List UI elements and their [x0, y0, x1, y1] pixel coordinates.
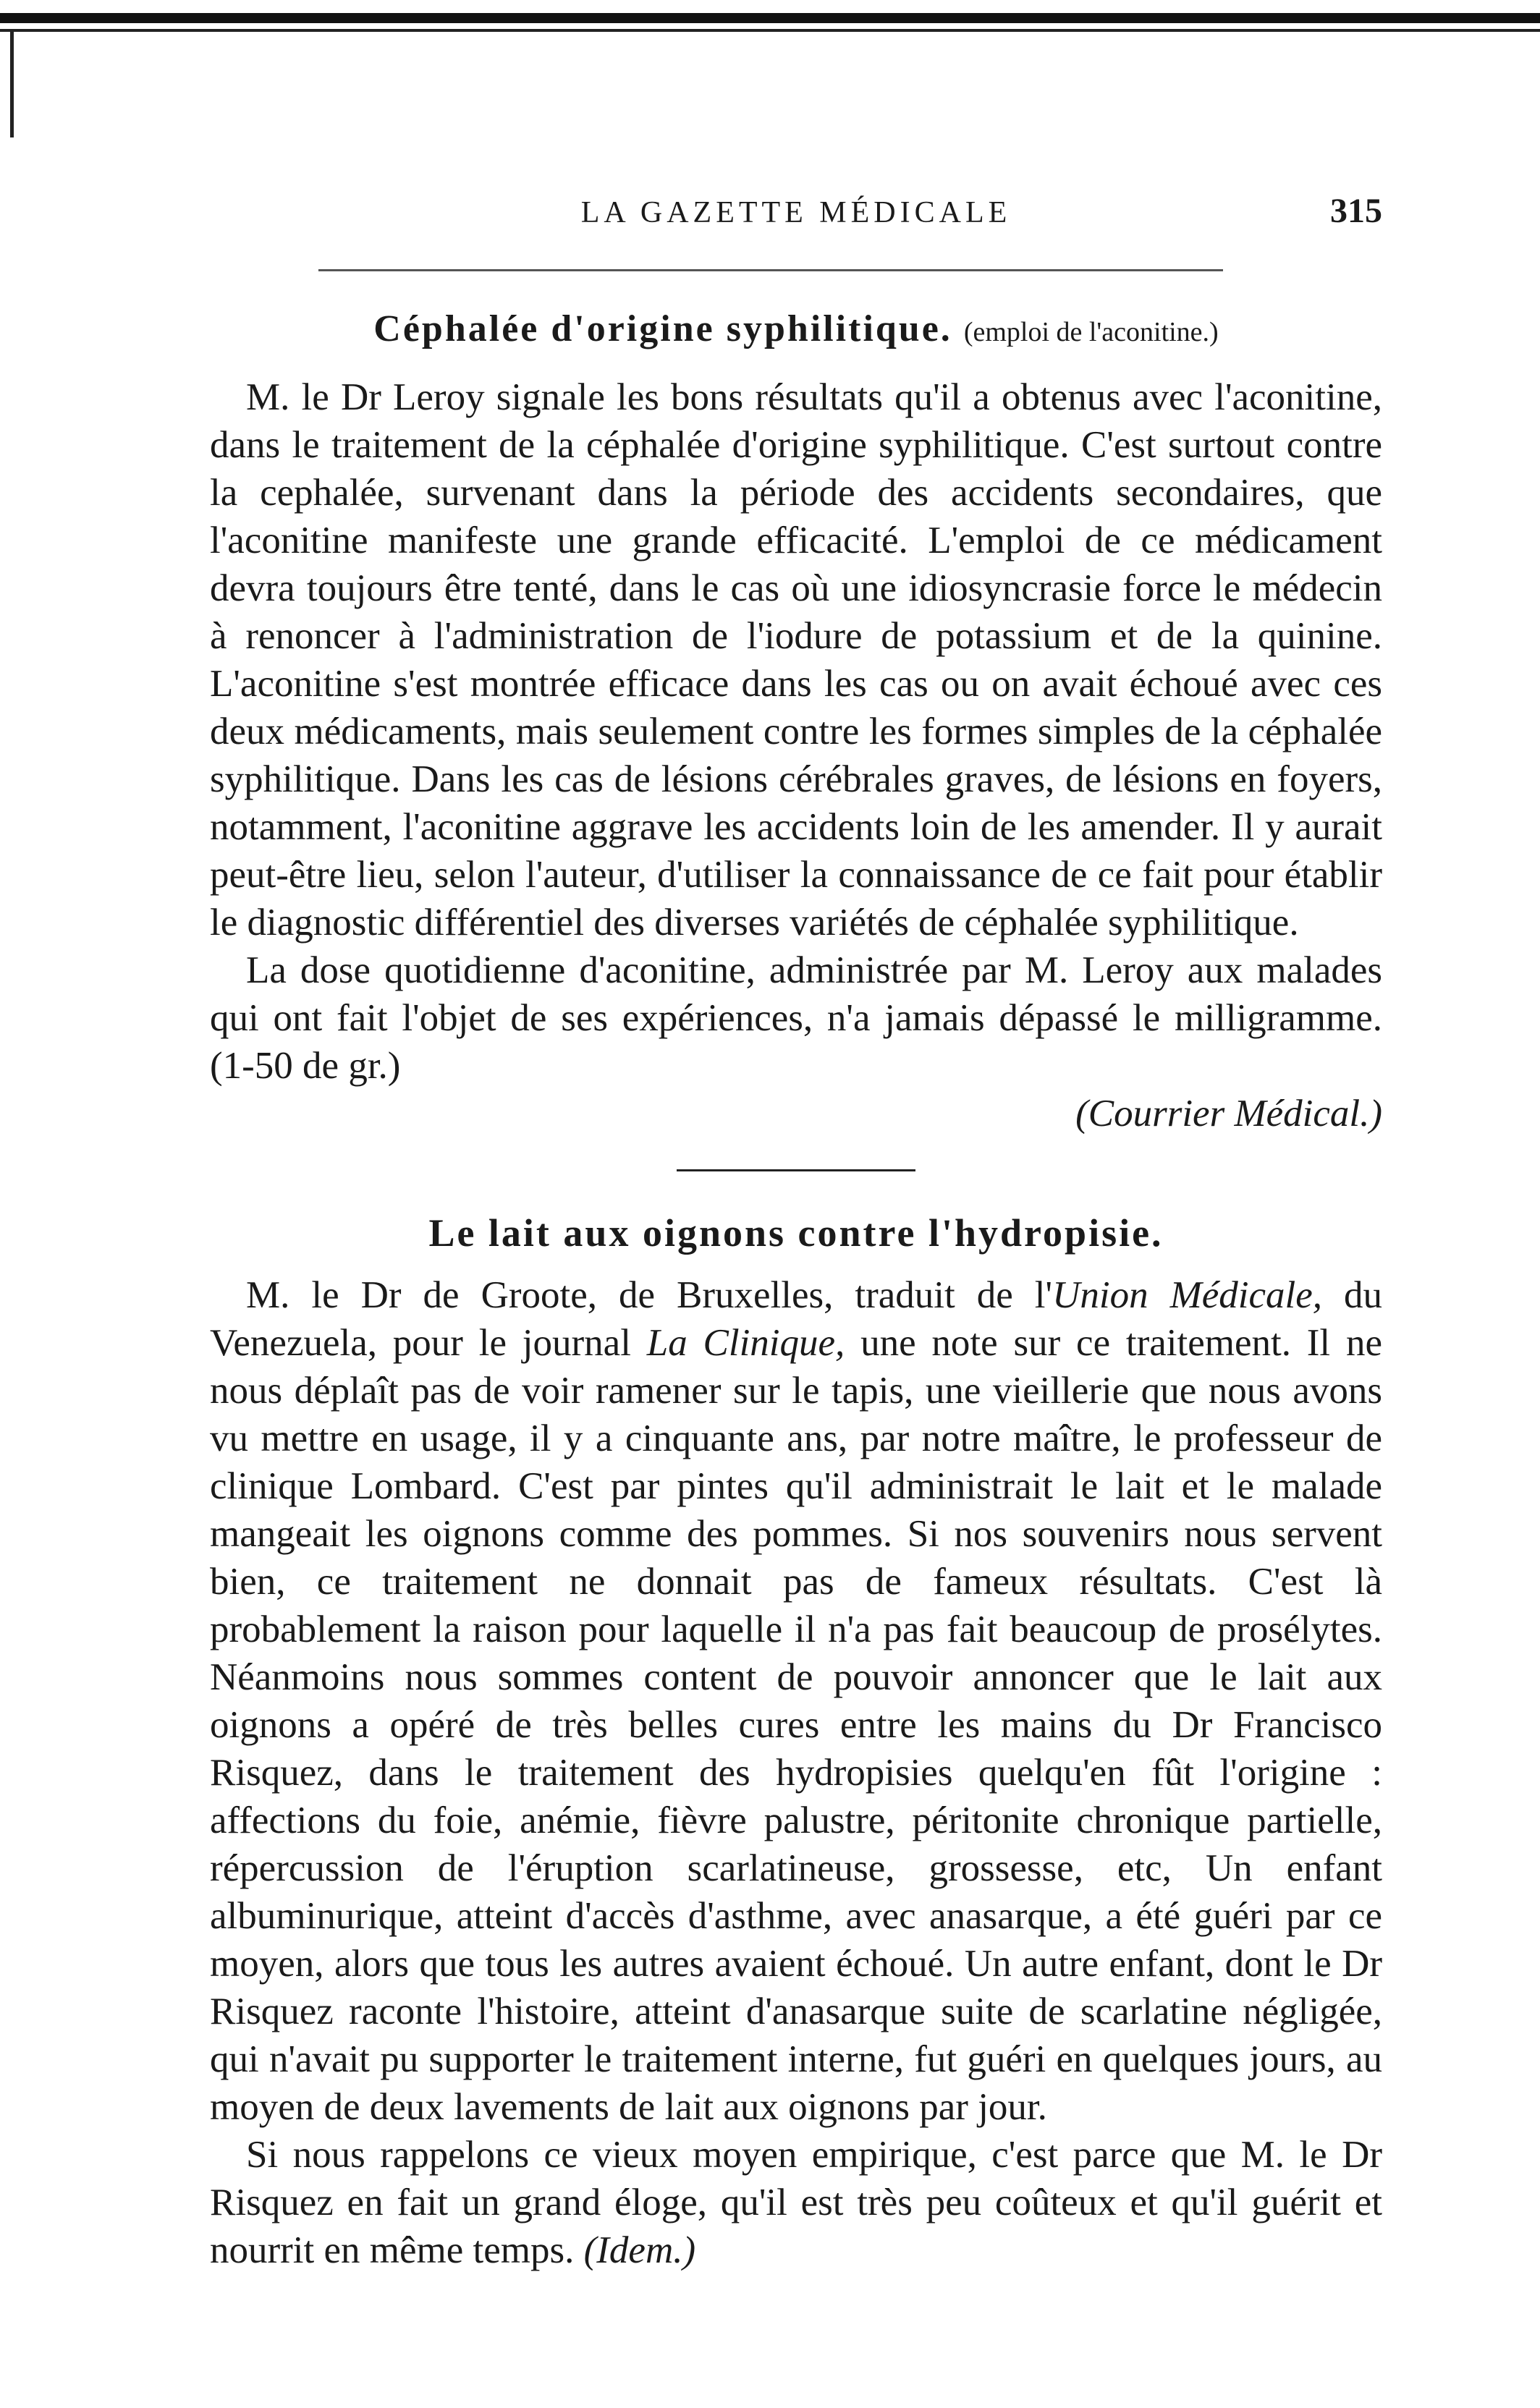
text-run: du Venezuela, pour le journal — [210, 1274, 1383, 1364]
page-body — [210, 289, 1382, 2274]
scan-border-top — [0, 13, 1540, 23]
scan-border-top-thin — [0, 29, 1540, 32]
article-paragraph — [210, 1271, 1382, 2131]
scan-border-left — [10, 29, 14, 137]
cited-journal: La Clinique, — [646, 1322, 845, 1364]
article-title-lait: Le lait aux oignons contre l'hydropisie. — [428, 1211, 1164, 1255]
article-title-note: (emploi de l'aconitine.) — [963, 317, 1219, 347]
article-source: (Courrier Médical.) — [1075, 1093, 1382, 1135]
running-title: LA GAZETTE MÉDICALE — [580, 196, 1012, 229]
article-title-cephalee — [210, 304, 1382, 357]
article-paragraph: La dose quotidienne d'aconitine, administrée par M. Leroy aux malades qui ont fait l'objet de ses expériences, n'a jamais dépassé le milligramme. (1-50 de gr.) — [210, 949, 1382, 1087]
text-run: Si nous rappelons ce vieux moyen empirique, c'est parce que M. le Dr Risquez en fait un grand éloge, qu'il est très peu coûteux et qu'il guérit et nourrit en même temps. — [210, 2134, 1382, 2271]
article-source: (Idem.) — [583, 2229, 696, 2271]
text-run: une note sur ce traitement. Il ne nous déplaît pas de voir ramener sur le tapis, une vieillerie que nous avons vu mettre en usage, il y a cinquante ans, par notre maître, le professeur de clinique Lombard. C'est par pintes qu'il administrait le lait et le malade mangeait les oignons comme des pommes. Si nos souvenirs nous servent bien, ce traitement ne donnait pas de fameux résultats. C'est là probablement la raison pour laquelle il n'a pas fait beaucoup de prosélytes. Néanmoins nous sommes content de pouvoir annoncer que le lait aux oignons a opéré de très belles cures entre les mains du Dr Francisco Risquez, dans le traitement des hydropisies quelqu'en fût l'origine : affections du foie, anémie, fièvre palustre, péritonite chronique partielle, répercussion de l'éruption scarlatineuse, grossesse, etc, Un enfant albuminurique, atteint d'accès d'asthme, avec anasarque, a été guéri par ce moyen, alors que tous les autres avaient échoué. Un autre enfant, dont le Dr Risquez raconte l'histoire, atteint d'anasarque suite de scarlatine négligée, qui n'avait pu supporter le traitement interne, fut guéri en quelques jours, au moyen de deux lavements de lait aux oignons par jour. — [210, 1322, 1382, 2128]
header-rule — [318, 269, 1223, 271]
article-paragraph: M. le Dr Leroy signale les bons résultats qu'il a obtenus avec l'aconitine, dans le traitement de la céphalée d'origine syphilitique. C'est surtout contre la cephalée, survenant dans la période des accidents secondaires, que l'aconitine manifeste une grande efficacité. L'emploi de ce médicament devra toujours être tenté, dans le cas où une idiosyncrasie force le médecin à renoncer à l'administration de l'iodure de potassium et de la quinine. L'aconitine s'est montrée efficace dans les cas ou on avait échoué avec ces deux médicaments, mais seulement contre les formes simples de la céphalée syphilitique. Dans les cas de lésions cérébrales graves, de lésions en foyers, notamment, l'aconitine aggrave les accidents loin de les amender. Il y aurait peut-être lieu, selon l'auteur, d'utiliser la connaissance de ce fait pour établir le diagnostic différentiel des diverses variétés de céphalée syphilitique. — [210, 376, 1382, 944]
text-run: M. le Dr de Groote, de Bruxelles, traduit de l' — [246, 1274, 1053, 1316]
cited-journal: Union Médicale, — [1052, 1274, 1323, 1316]
article-separator — [677, 1169, 915, 1171]
running-header — [210, 190, 1382, 240]
page-number: 315 — [1330, 192, 1382, 230]
article-paragraph — [210, 2131, 1382, 2274]
article-title-text: Céphalée d'origine syphilitique. — [373, 308, 952, 349]
